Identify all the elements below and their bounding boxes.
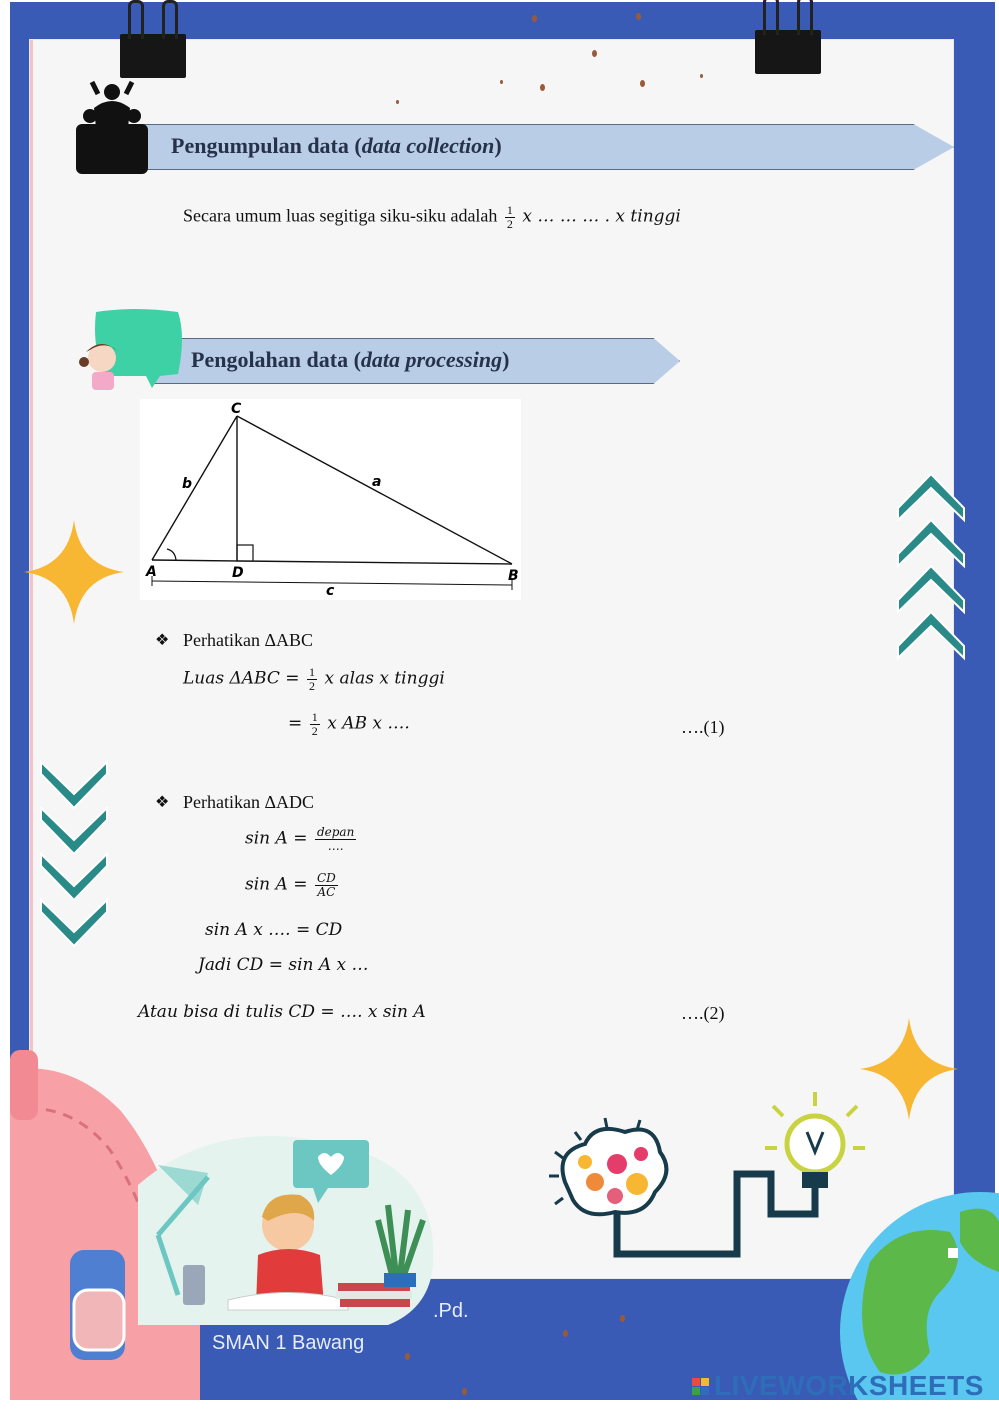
decor-dot <box>532 15 537 22</box>
bullet-icon: ❖ <box>155 632 170 649</box>
title-italic: data processing <box>360 347 503 372</box>
school-name: SMAN 1 Bawang <box>212 1332 365 1354</box>
title-end: ) <box>494 133 502 158</box>
people-group-icon <box>72 80 152 176</box>
decor-dot <box>396 100 399 104</box>
formula-right: x alas x tinggi <box>324 668 445 689</box>
frac-num: 1 <box>309 665 316 679</box>
decor-dot <box>462 1388 467 1395</box>
vertex-label-d: D <box>232 565 244 581</box>
side-label-c: c <box>326 583 335 599</box>
vertex-label-c: C <box>231 401 242 417</box>
binder-clip-right <box>755 30 821 74</box>
star-icon <box>24 520 124 624</box>
student-reading-illustration <box>138 1125 438 1325</box>
conclusion-line: Atau bisa di tulis CD = …. x sin A <box>138 1002 426 1022</box>
frac-num: depan <box>316 825 355 839</box>
formula-left: sin A = <box>245 828 308 849</box>
logo-mark-icon <box>701 1387 709 1395</box>
cd-result-line: Jadi CD = sin A x … <box>198 955 369 975</box>
formula-rest: x … … … . x tinggi <box>522 206 681 227</box>
equation-ref-1: ….(1) <box>681 717 725 737</box>
star-icon <box>858 1018 960 1120</box>
binder-clip-left <box>120 34 186 78</box>
frac-den: 2 <box>506 217 513 231</box>
girl-with-speech-bubble-icon <box>74 306 186 396</box>
bullet-icon: ❖ <box>155 794 170 811</box>
triangle-diagram <box>140 399 521 600</box>
decor-dot <box>540 84 545 91</box>
decor-dot <box>500 80 503 84</box>
formula-left: Luas ΔABC = <box>183 668 300 689</box>
collection-sentence <box>183 204 681 231</box>
frac-den: AC <box>317 885 336 899</box>
brain-lightbulb-illustration <box>545 1092 870 1260</box>
vertex-label-b: B <box>508 568 519 584</box>
sentence-text: Secara umum luas segitiga siku-siku adalah <box>183 205 498 226</box>
decor-dot <box>592 50 597 57</box>
frac-den: 2 <box>311 724 318 738</box>
title-end: ) <box>502 347 510 372</box>
liveworksheets-wordmark[interactable]: LIVEWORKSHEETS <box>714 1370 984 1401</box>
frac-num: 1 <box>311 710 318 724</box>
title-italic: data collection <box>361 133 495 158</box>
frac-num: CD <box>316 871 336 885</box>
frac-den: 2 <box>309 679 316 693</box>
side-label-a: a <box>372 474 382 490</box>
chevron-down-stack-icon <box>38 752 110 952</box>
frac-num: 1 <box>506 203 513 217</box>
section-title-data-processing <box>191 347 509 373</box>
step1-area-formula <box>183 666 445 693</box>
vertex-label-a: A <box>146 564 157 580</box>
decor-dot <box>620 1315 625 1322</box>
fraction-half <box>505 204 515 231</box>
decor-dot <box>640 80 645 87</box>
fraction-cd-ac <box>315 872 338 899</box>
formula-left: = <box>288 713 303 734</box>
section-title-data-collection <box>171 133 502 159</box>
title-text: Pengolahan data ( <box>191 347 361 372</box>
decor-dot <box>700 74 703 78</box>
fraction-half <box>310 711 320 738</box>
fraction-depan <box>315 826 356 853</box>
author-name-partial: .Pd. <box>433 1300 469 1322</box>
triangle-svg <box>140 399 521 600</box>
sine-definition <box>245 826 359 853</box>
formula-right: x AB x …. <box>327 713 410 734</box>
heading-text: Perhatikan ΔADC <box>183 792 315 812</box>
logo-mark-icon <box>701 1378 709 1386</box>
decor-dot <box>405 1353 410 1360</box>
step2-heading <box>183 792 314 813</box>
logo-mark-icon <box>692 1378 700 1386</box>
equation-ref-2: ….(2) <box>681 1003 725 1023</box>
title-text: Pengumpulan data ( <box>171 133 362 158</box>
formula-left: sin A = <box>245 874 308 895</box>
step1-area-substitution <box>288 711 410 738</box>
liveworksheets-logo[interactable] <box>692 1378 710 1398</box>
heading-text: Perhatikan ΔABC <box>183 630 314 650</box>
fraction-half <box>307 666 317 693</box>
logo-mark-icon <box>692 1387 700 1395</box>
sine-cd-ac <box>245 872 341 899</box>
sine-product-line: sin A x …. = CD <box>205 920 343 940</box>
step1-heading <box>183 630 313 651</box>
globe-illustration <box>830 1182 999 1400</box>
frac-den: …. <box>327 839 344 853</box>
chevron-up-stack-icon <box>896 470 966 670</box>
side-label-b: b <box>182 476 193 492</box>
decor-dot <box>563 1330 568 1337</box>
decor-dot <box>636 13 641 20</box>
